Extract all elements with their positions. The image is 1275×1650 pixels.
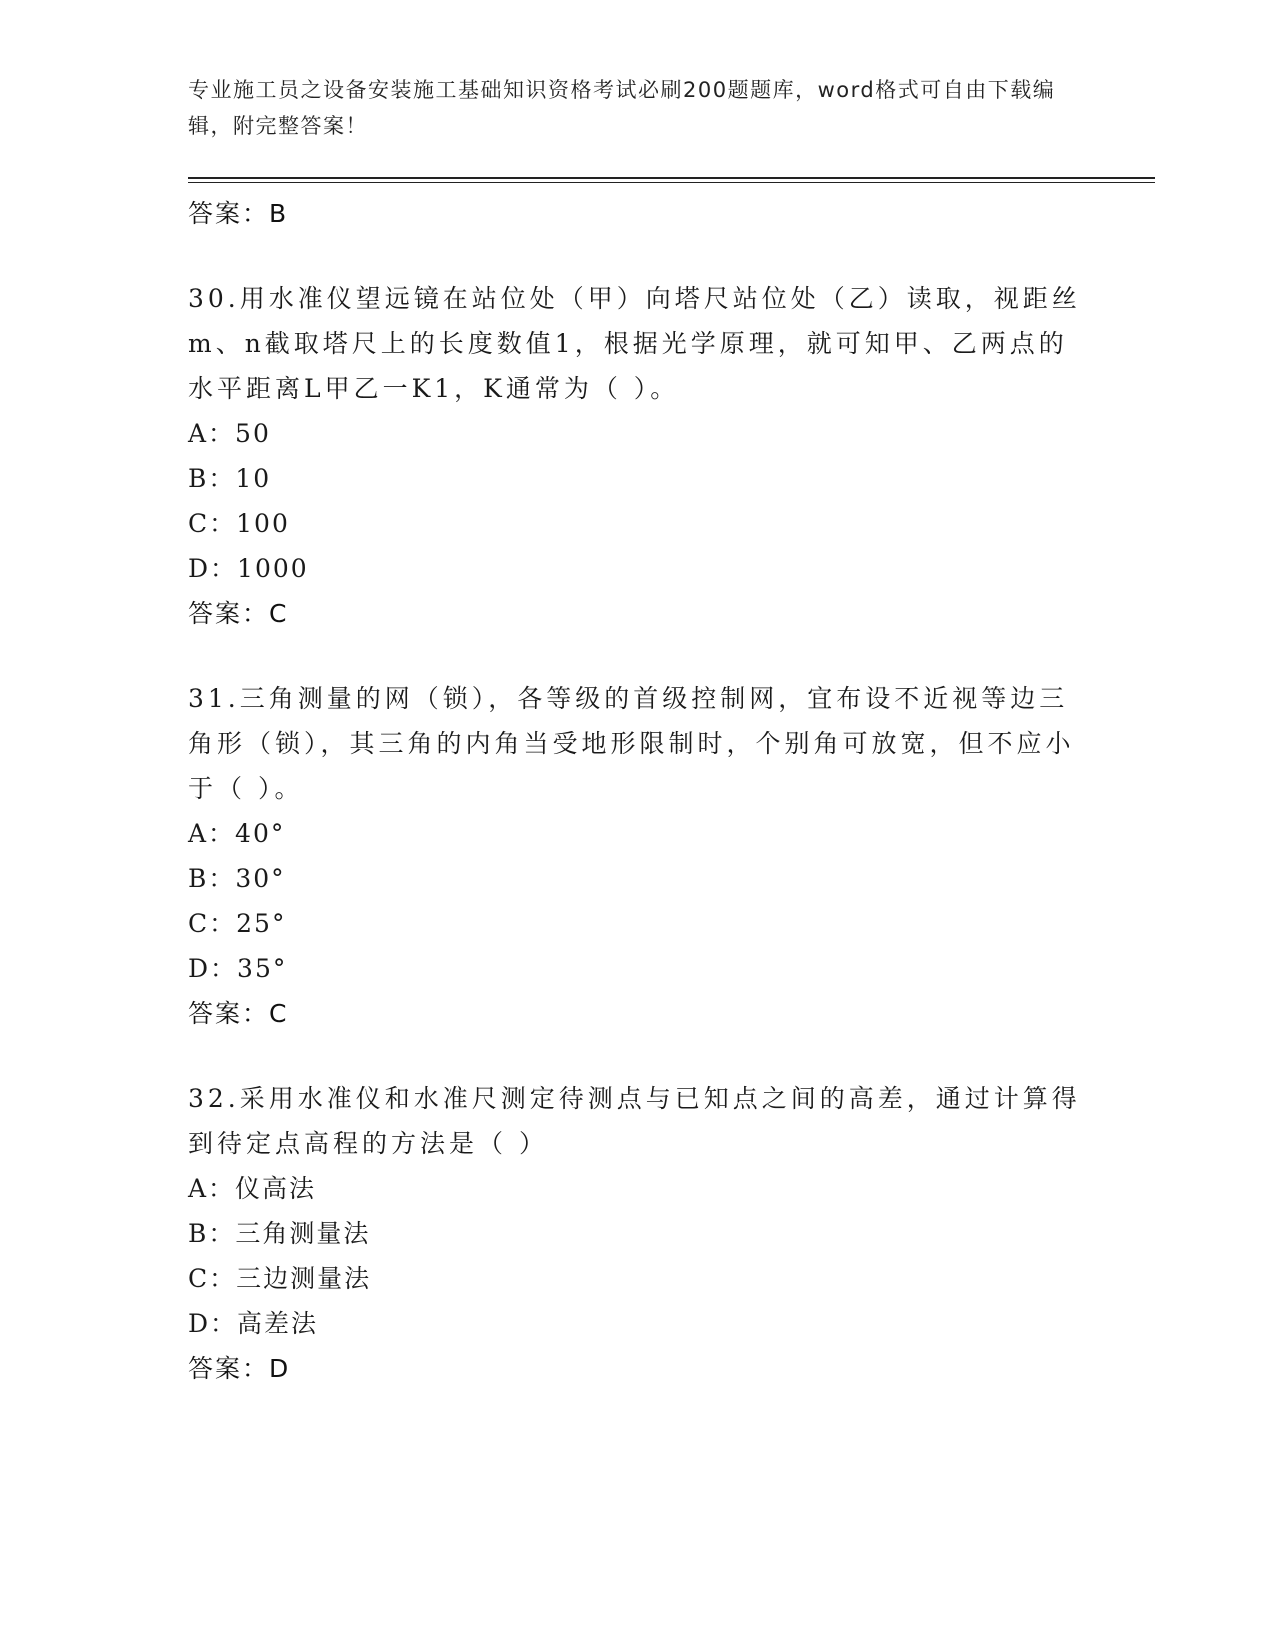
option-c: C：25° [188, 909, 287, 938]
answer-line: 答案：D [188, 1354, 291, 1383]
option-c: C：三边测量法 [188, 1264, 372, 1293]
question-32 [188, 1076, 1088, 1391]
header-rule-thin [188, 182, 1155, 183]
option-c: C：100 [188, 509, 290, 538]
answer-line: 答案：C [188, 599, 289, 628]
option-b: B：10 [188, 464, 272, 493]
question-stem: 31.三角测量的网（锁），各等级的首级控制网，宜布设不近视等边三角形（锁），其三角的内角当受地形限制时，个别角可放宽，但不应小于（ ）。 [188, 684, 1075, 803]
question-list [188, 188, 1088, 1391]
question-31 [188, 676, 1088, 1036]
option-d: D：35° [188, 954, 288, 983]
option-b: B：30° [188, 864, 286, 893]
question-30 [188, 276, 1088, 636]
header-rule-thick [188, 177, 1155, 179]
option-d: D：1000 [188, 554, 309, 583]
answer-line: 答案：C [188, 999, 289, 1028]
document-header: 专业施工员之设备安装施工基础知识资格考试必刷200题题库，word格式可自由下载编辑，附完整答案！ [188, 78, 1056, 138]
option-a: A：50 [188, 419, 271, 448]
question-stem: 32.采用水准仪和水准尺测定待测点与已知点之间的高差，通过计算得到待定点高程的方法是（ ） [188, 1084, 1081, 1158]
option-d: D：高差法 [188, 1309, 319, 1338]
option-b: B：三角测量法 [188, 1219, 371, 1248]
option-a: A：仪高法 [188, 1174, 317, 1203]
option-a: A：40° [188, 819, 286, 848]
previous-answer: 答案：B [188, 199, 289, 228]
question-stem: 30.用水准仪望远镜在站位处（甲）向塔尺站位处（乙）读取，视距丝m、n截取塔尺上的长度数值1，根据光学原理，就可知甲、乙两点的水平距离L甲乙一K1，K通常为（ ）。 [188, 284, 1081, 403]
